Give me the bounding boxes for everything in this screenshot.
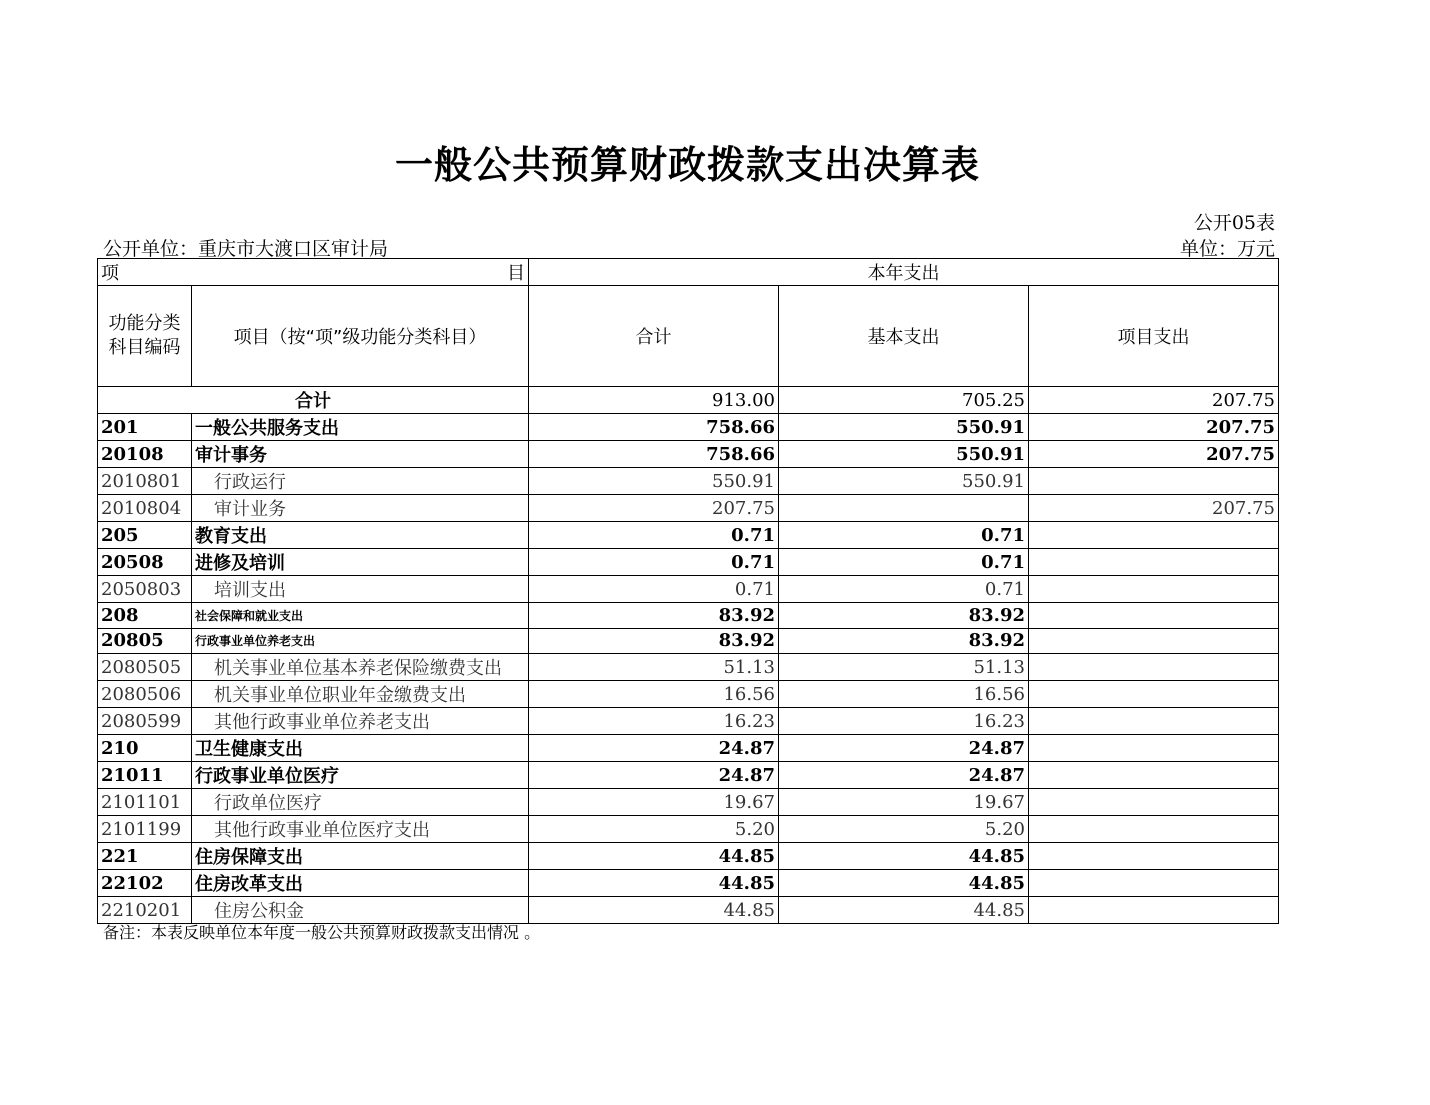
table-row: [98, 549, 1279, 576]
header-code: 功能分类科目编码: [98, 286, 192, 387]
row-code: 2080599: [98, 708, 192, 735]
row-code: 221: [98, 843, 192, 870]
row-code: 2101199: [98, 816, 192, 843]
row-code: 20805: [98, 628, 192, 654]
row-code: 2080505: [98, 654, 192, 681]
row-project: [1029, 603, 1279, 629]
organization-label: 公开单位：重庆市大渡口区审计局: [103, 238, 389, 260]
row-project: [1029, 735, 1279, 762]
row-total: 44.85: [529, 870, 779, 897]
row-code: 208: [98, 603, 192, 629]
row-basic: 51.13: [779, 654, 1029, 681]
table-number: 公开05表: [1193, 212, 1275, 234]
row-project: [1029, 843, 1279, 870]
row-basic: 44.85: [779, 897, 1029, 924]
row-basic: 83.92: [779, 603, 1029, 629]
row-code: 20508: [98, 549, 192, 576]
table-row: [98, 441, 1279, 468]
row-code: 201: [98, 414, 192, 441]
row-name: 行政事业单位医疗: [192, 762, 529, 789]
row-name: 其他行政事业单位养老支出: [192, 708, 529, 735]
table-row: [98, 789, 1279, 816]
row-project: [1029, 576, 1279, 603]
header-project: 项目支出: [1029, 286, 1279, 387]
row-total: 0.71: [529, 549, 779, 576]
table-row: [98, 576, 1279, 603]
header-row-2: [98, 286, 1279, 387]
row-project: [1029, 628, 1279, 654]
row-name: 社会保障和就业支出: [192, 603, 529, 629]
table-row: [98, 414, 1279, 441]
row-basic: 44.85: [779, 870, 1029, 897]
header-current-year: 本年支出: [529, 259, 1279, 286]
header-name: 项目（按“项”级功能分类科目）: [192, 286, 529, 387]
row-basic: 5.20: [779, 816, 1029, 843]
row-total: 0.71: [529, 576, 779, 603]
table-row: [98, 468, 1279, 495]
header-total: 合计: [529, 286, 779, 387]
row-basic: [779, 495, 1029, 522]
row-total: 758.66: [529, 441, 779, 468]
row-name: 教育支出: [192, 522, 529, 549]
row-total: 44.85: [529, 897, 779, 924]
row-code: 2050803: [98, 576, 192, 603]
table-row: [98, 522, 1279, 549]
row-basic: 550.91: [779, 441, 1029, 468]
row-basic: 0.71: [779, 576, 1029, 603]
row-total: 5.20: [529, 816, 779, 843]
table-row: [98, 870, 1279, 897]
row-code: 2210201: [98, 897, 192, 924]
row-name: 住房改革支出: [192, 870, 529, 897]
table-row: [98, 816, 1279, 843]
table-row: [98, 735, 1279, 762]
table-row: [98, 495, 1279, 522]
row-name: 住房公积金: [192, 897, 529, 924]
row-project: [1029, 549, 1279, 576]
row-code: 205: [98, 522, 192, 549]
row-project: 207.75: [1029, 495, 1279, 522]
row-basic: 550.91: [779, 414, 1029, 441]
row-code: 21011: [98, 762, 192, 789]
total-project: 207.75: [1029, 387, 1279, 414]
row-code: 2080506: [98, 681, 192, 708]
row-project: [1029, 816, 1279, 843]
row-code: 20108: [98, 441, 192, 468]
row-basic: 0.71: [779, 522, 1029, 549]
row-project: 207.75: [1029, 414, 1279, 441]
row-code: 2010804: [98, 495, 192, 522]
row-total: 0.71: [529, 522, 779, 549]
row-total: 758.66: [529, 414, 779, 441]
row-name: 一般公共服务支出: [192, 414, 529, 441]
row-project: [1029, 870, 1279, 897]
row-project: [1029, 522, 1279, 549]
row-project: [1029, 654, 1279, 681]
row-name: 机关事业单位基本养老保险缴费支出: [192, 654, 529, 681]
row-total: 24.87: [529, 762, 779, 789]
row-project: [1029, 681, 1279, 708]
row-basic: 550.91: [779, 468, 1029, 495]
row-code: 2010801: [98, 468, 192, 495]
table-row: [98, 708, 1279, 735]
row-name: 行政运行: [192, 468, 529, 495]
row-total: 51.13: [529, 654, 779, 681]
table-row: [98, 603, 1279, 629]
row-total: 550.91: [529, 468, 779, 495]
table-row: [98, 681, 1279, 708]
row-code: 22102: [98, 870, 192, 897]
row-name: 进修及培训: [192, 549, 529, 576]
row-basic: 0.71: [779, 549, 1029, 576]
header-item-right: 目: [507, 263, 525, 284]
row-total: 207.75: [529, 495, 779, 522]
row-project: [1029, 897, 1279, 924]
unit-label: 单位：万元: [1179, 238, 1275, 260]
row-basic: 19.67: [779, 789, 1029, 816]
row-total: 16.56: [529, 681, 779, 708]
header-basic: 基本支出: [779, 286, 1029, 387]
row-name: 培训支出: [192, 576, 529, 603]
row-name: 机关事业单位职业年金缴费支出: [192, 681, 529, 708]
row-basic: 24.87: [779, 735, 1029, 762]
table-row: [98, 762, 1279, 789]
page-title: 一般公共预算财政拨款支出决算表: [394, 143, 980, 187]
row-name: 行政事业单位养老支出: [192, 628, 529, 654]
row-name: 其他行政事业单位医疗支出: [192, 816, 529, 843]
table-row: [98, 654, 1279, 681]
row-total: 19.67: [529, 789, 779, 816]
row-project: [1029, 468, 1279, 495]
row-name: 住房保障支出: [192, 843, 529, 870]
row-total: 83.92: [529, 628, 779, 654]
row-total: 24.87: [529, 735, 779, 762]
row-total: 44.85: [529, 843, 779, 870]
row-project: [1029, 762, 1279, 789]
total-label: 合计: [98, 387, 529, 414]
row-project: [1029, 708, 1279, 735]
table-row: [98, 843, 1279, 870]
row-basic: 24.87: [779, 762, 1029, 789]
header-item-cell: [98, 259, 529, 286]
row-basic: 16.23: [779, 708, 1029, 735]
row-name: 审计业务: [192, 495, 529, 522]
total-row: [98, 387, 1279, 414]
header-row-1: [98, 259, 1279, 286]
row-total: 83.92: [529, 603, 779, 629]
total-amount: 913.00: [529, 387, 779, 414]
header-item-left: 项: [101, 263, 119, 284]
row-code: 2101101: [98, 789, 192, 816]
expenditure-table: [97, 258, 1279, 924]
table-row: [98, 628, 1279, 654]
total-basic: 705.25: [779, 387, 1029, 414]
footnote: 备注：本表反映单位本年度一般公共预算财政拨款支出情况 。: [103, 923, 541, 942]
row-project: [1029, 789, 1279, 816]
row-basic: 16.56: [779, 681, 1029, 708]
row-name: 行政单位医疗: [192, 789, 529, 816]
row-name: 审计事务: [192, 441, 529, 468]
row-project: 207.75: [1029, 441, 1279, 468]
row-basic: 44.85: [779, 843, 1029, 870]
row-basic: 83.92: [779, 628, 1029, 654]
row-total: 16.23: [529, 708, 779, 735]
row-name: 卫生健康支出: [192, 735, 529, 762]
row-code: 210: [98, 735, 192, 762]
